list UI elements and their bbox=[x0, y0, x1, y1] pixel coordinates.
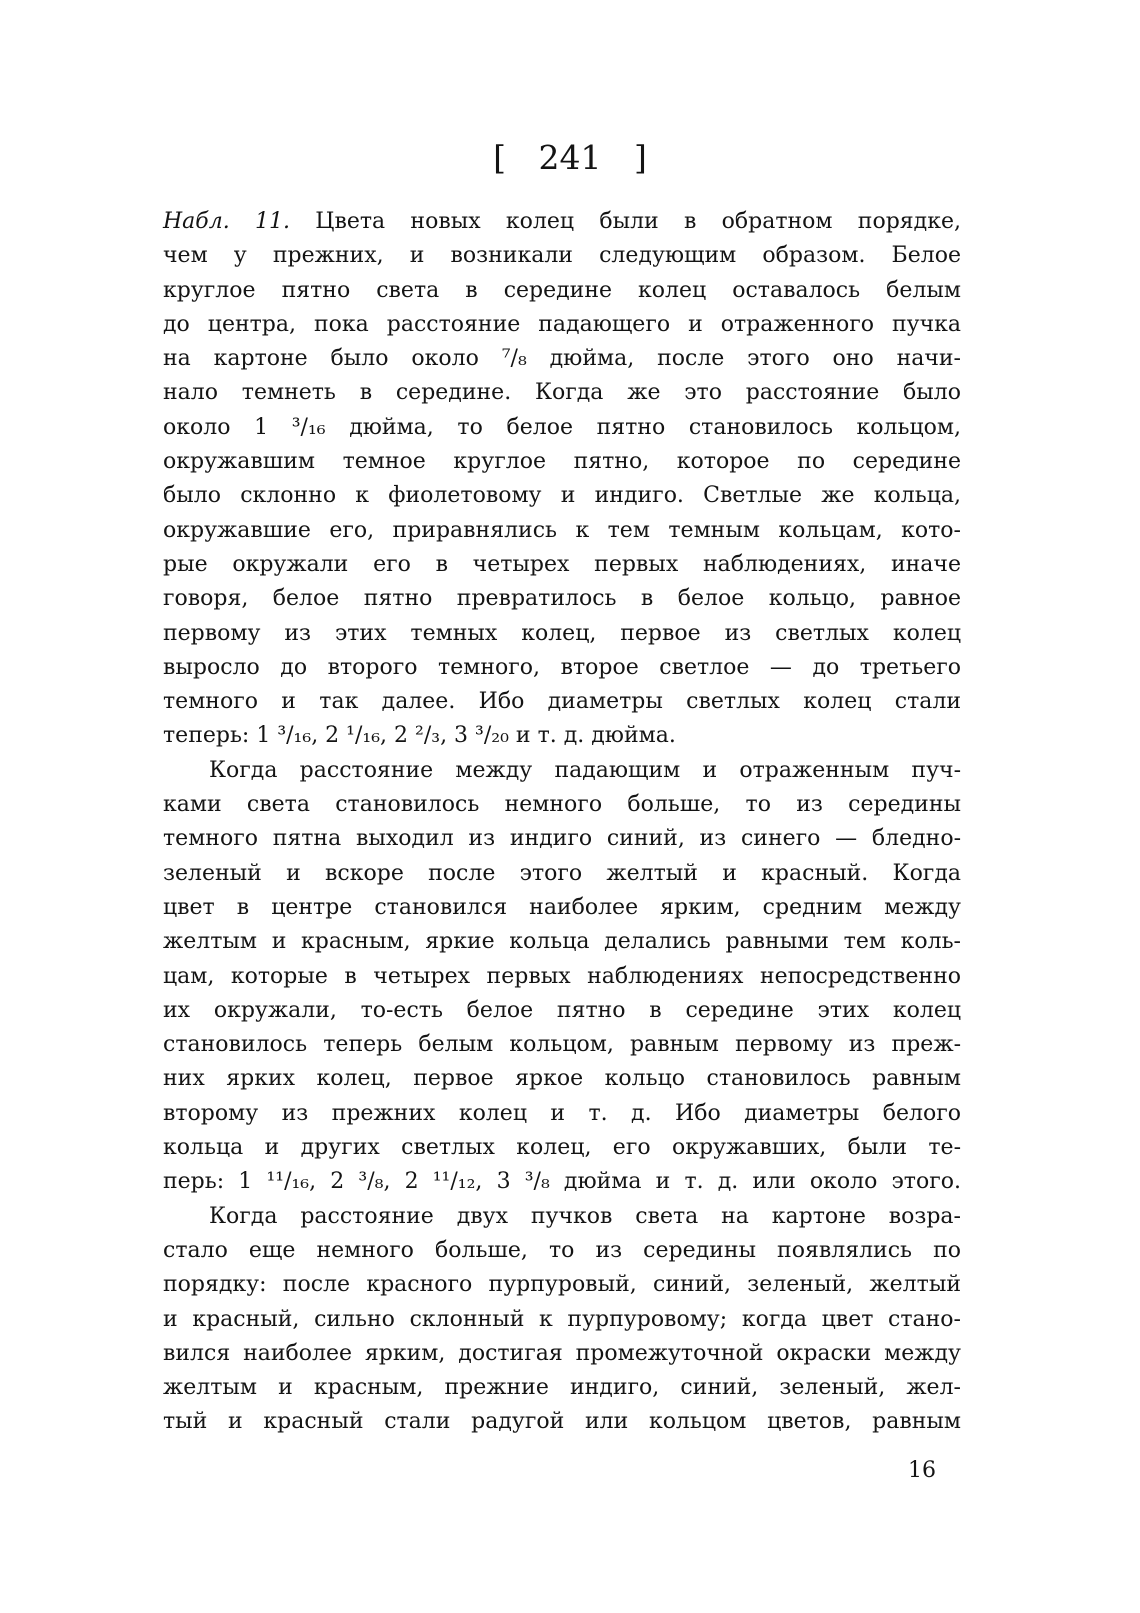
text-line bbox=[163, 582, 961, 616]
text-line bbox=[163, 960, 961, 994]
line-text: желтым и красным, прежние индиго, синий, зеленый, жел- bbox=[163, 1375, 961, 1401]
line-text: Когда расстояние между падающим и отраженным пуч- bbox=[209, 757, 961, 783]
line-text: цам, которые в четырех первых наблюдениях непосредственно bbox=[163, 963, 961, 989]
line-text: них ярких колец, первое яркое кольцо становилось равным bbox=[163, 1066, 961, 1092]
line-text: их окружали, то-есть белое пятно в середине этих колец bbox=[163, 997, 961, 1023]
text-line bbox=[163, 651, 961, 685]
text-line bbox=[163, 1062, 961, 1096]
line-text: стало еще немного больше, то из середины появлялись по bbox=[163, 1237, 961, 1263]
paragraph bbox=[163, 1200, 961, 1440]
text-line bbox=[163, 857, 961, 891]
text-line bbox=[163, 617, 961, 651]
text-line bbox=[163, 1371, 961, 1405]
line-text: первому из этих темных колец, первое из светлых колец bbox=[163, 620, 961, 646]
text-line bbox=[163, 205, 961, 239]
line-text: второму из прежних колец и т. д. Ибо диаметры белого bbox=[163, 1100, 961, 1126]
line-text: и красный, сильно склонный к пурпуровому; когда цвет стано- bbox=[163, 1306, 961, 1332]
line-text: Цвета новых колец были в обратном порядке, bbox=[290, 209, 961, 234]
text-line bbox=[163, 1131, 961, 1165]
text-line bbox=[163, 479, 961, 513]
line-text: желтым и красным, яркие кольца делались равными тем коль- bbox=[163, 929, 961, 955]
line-text: рые окружали его в четырех первых наблюдениях, иначе bbox=[163, 551, 961, 577]
line-text: теперь: 1 ³/₁₆, 2 ¹/₁₆, 2 ²/₃, 3 ³/₂₀ и т. д. дюйма. bbox=[163, 723, 676, 749]
text-line bbox=[163, 342, 961, 376]
text-line bbox=[163, 274, 961, 308]
line-text: на картоне было около ⁷/₈ дюйма, после этого оно начи- bbox=[163, 346, 961, 372]
line-text: перь: 1 ¹¹/₁₆, 2 ³/₈, 2 ¹¹/₁₂, 3 ³/₈ дюйма и т. д. или около этого. bbox=[163, 1169, 961, 1195]
line-text: около 1 ³/₁₆ дюйма, то белое пятно становилось кольцом, bbox=[163, 414, 961, 440]
text-line bbox=[163, 1097, 961, 1131]
paragraph bbox=[163, 754, 961, 1200]
text-line bbox=[163, 1405, 961, 1439]
line-text: до центра, пока расстояние падающего и отраженного пучка bbox=[163, 311, 961, 337]
text-line bbox=[163, 411, 961, 445]
line-text: говоря, белое пятно превратилось в белое кольцо, равное bbox=[163, 586, 961, 612]
body-text bbox=[163, 205, 961, 1440]
text-line bbox=[163, 239, 961, 273]
line-text: круглое пятно света в середине колец оставалось белым bbox=[163, 277, 961, 303]
text-line bbox=[163, 376, 961, 410]
text-line bbox=[163, 891, 961, 925]
line-text: кольца и других светлых колец, его окружавших, были те- bbox=[163, 1135, 961, 1161]
line-text: было склонно к фиолетовому и индиго. Светлые же кольца, bbox=[163, 483, 961, 509]
text-line bbox=[163, 822, 961, 856]
line-text: становилось теперь белым кольцом, равным первому из преж- bbox=[163, 1032, 961, 1058]
text-line bbox=[163, 788, 961, 822]
text-line bbox=[163, 719, 961, 753]
line-text: зеленый и вскоре после этого желтый и красный. Когда bbox=[163, 860, 961, 886]
text-line bbox=[163, 1200, 961, 1234]
line-text: окружавшие его, приравнялись к тем темным кольцам, кото- bbox=[163, 517, 961, 543]
text-line bbox=[163, 754, 961, 788]
bracket-left: [ bbox=[493, 138, 506, 177]
text-line bbox=[163, 685, 961, 719]
text-line bbox=[163, 1337, 961, 1371]
line-text: нало темнеть в середине. Когда же это расстояние было bbox=[163, 380, 961, 406]
line-text: окружавшим темное круглое пятно, которое по середине bbox=[163, 449, 961, 475]
page-number: 241 bbox=[538, 138, 602, 177]
page-number-header bbox=[0, 138, 1140, 177]
line-text: вился наиболее ярким, достигая промежуточной окраски между bbox=[163, 1340, 961, 1366]
text-line bbox=[163, 1268, 961, 1302]
text-line bbox=[163, 994, 961, 1028]
text-line bbox=[163, 925, 961, 959]
line-text: тый и красный стали радугой или кольцом цветов, равным bbox=[163, 1409, 961, 1435]
line-text: цвет в центре становился наиболее ярким, средним между bbox=[163, 894, 961, 920]
text-line bbox=[163, 1165, 961, 1199]
text-line bbox=[163, 548, 961, 582]
text-line bbox=[163, 445, 961, 479]
text-line bbox=[163, 1234, 961, 1268]
line-text: ками света становилось немного больше, то из середины bbox=[163, 792, 961, 818]
paragraph bbox=[163, 205, 961, 754]
text-line bbox=[163, 1028, 961, 1062]
text-line bbox=[163, 308, 961, 342]
observation-label: Набл. 11. bbox=[163, 209, 290, 234]
line-text: порядку: после красного пурпуровый, синий, зеленый, желтый bbox=[163, 1272, 961, 1298]
bracket-right: ] bbox=[634, 138, 647, 177]
line-text: Когда расстояние двух пучков света на картоне возра- bbox=[209, 1203, 961, 1229]
line-text: чем у прежних, и возникали следующим образом. Белое bbox=[163, 243, 961, 269]
line-text: темного и так далее. Ибо диаметры светлых колец стали bbox=[163, 689, 961, 715]
line-text: выросло до второго темного, второе светлое — до третьего bbox=[163, 654, 961, 680]
signature-mark: 16 bbox=[908, 1458, 936, 1483]
line-text: темного пятна выходил из индиго синий, из синего — бледно- bbox=[163, 826, 961, 852]
text-line bbox=[163, 1303, 961, 1337]
text-line bbox=[163, 514, 961, 548]
